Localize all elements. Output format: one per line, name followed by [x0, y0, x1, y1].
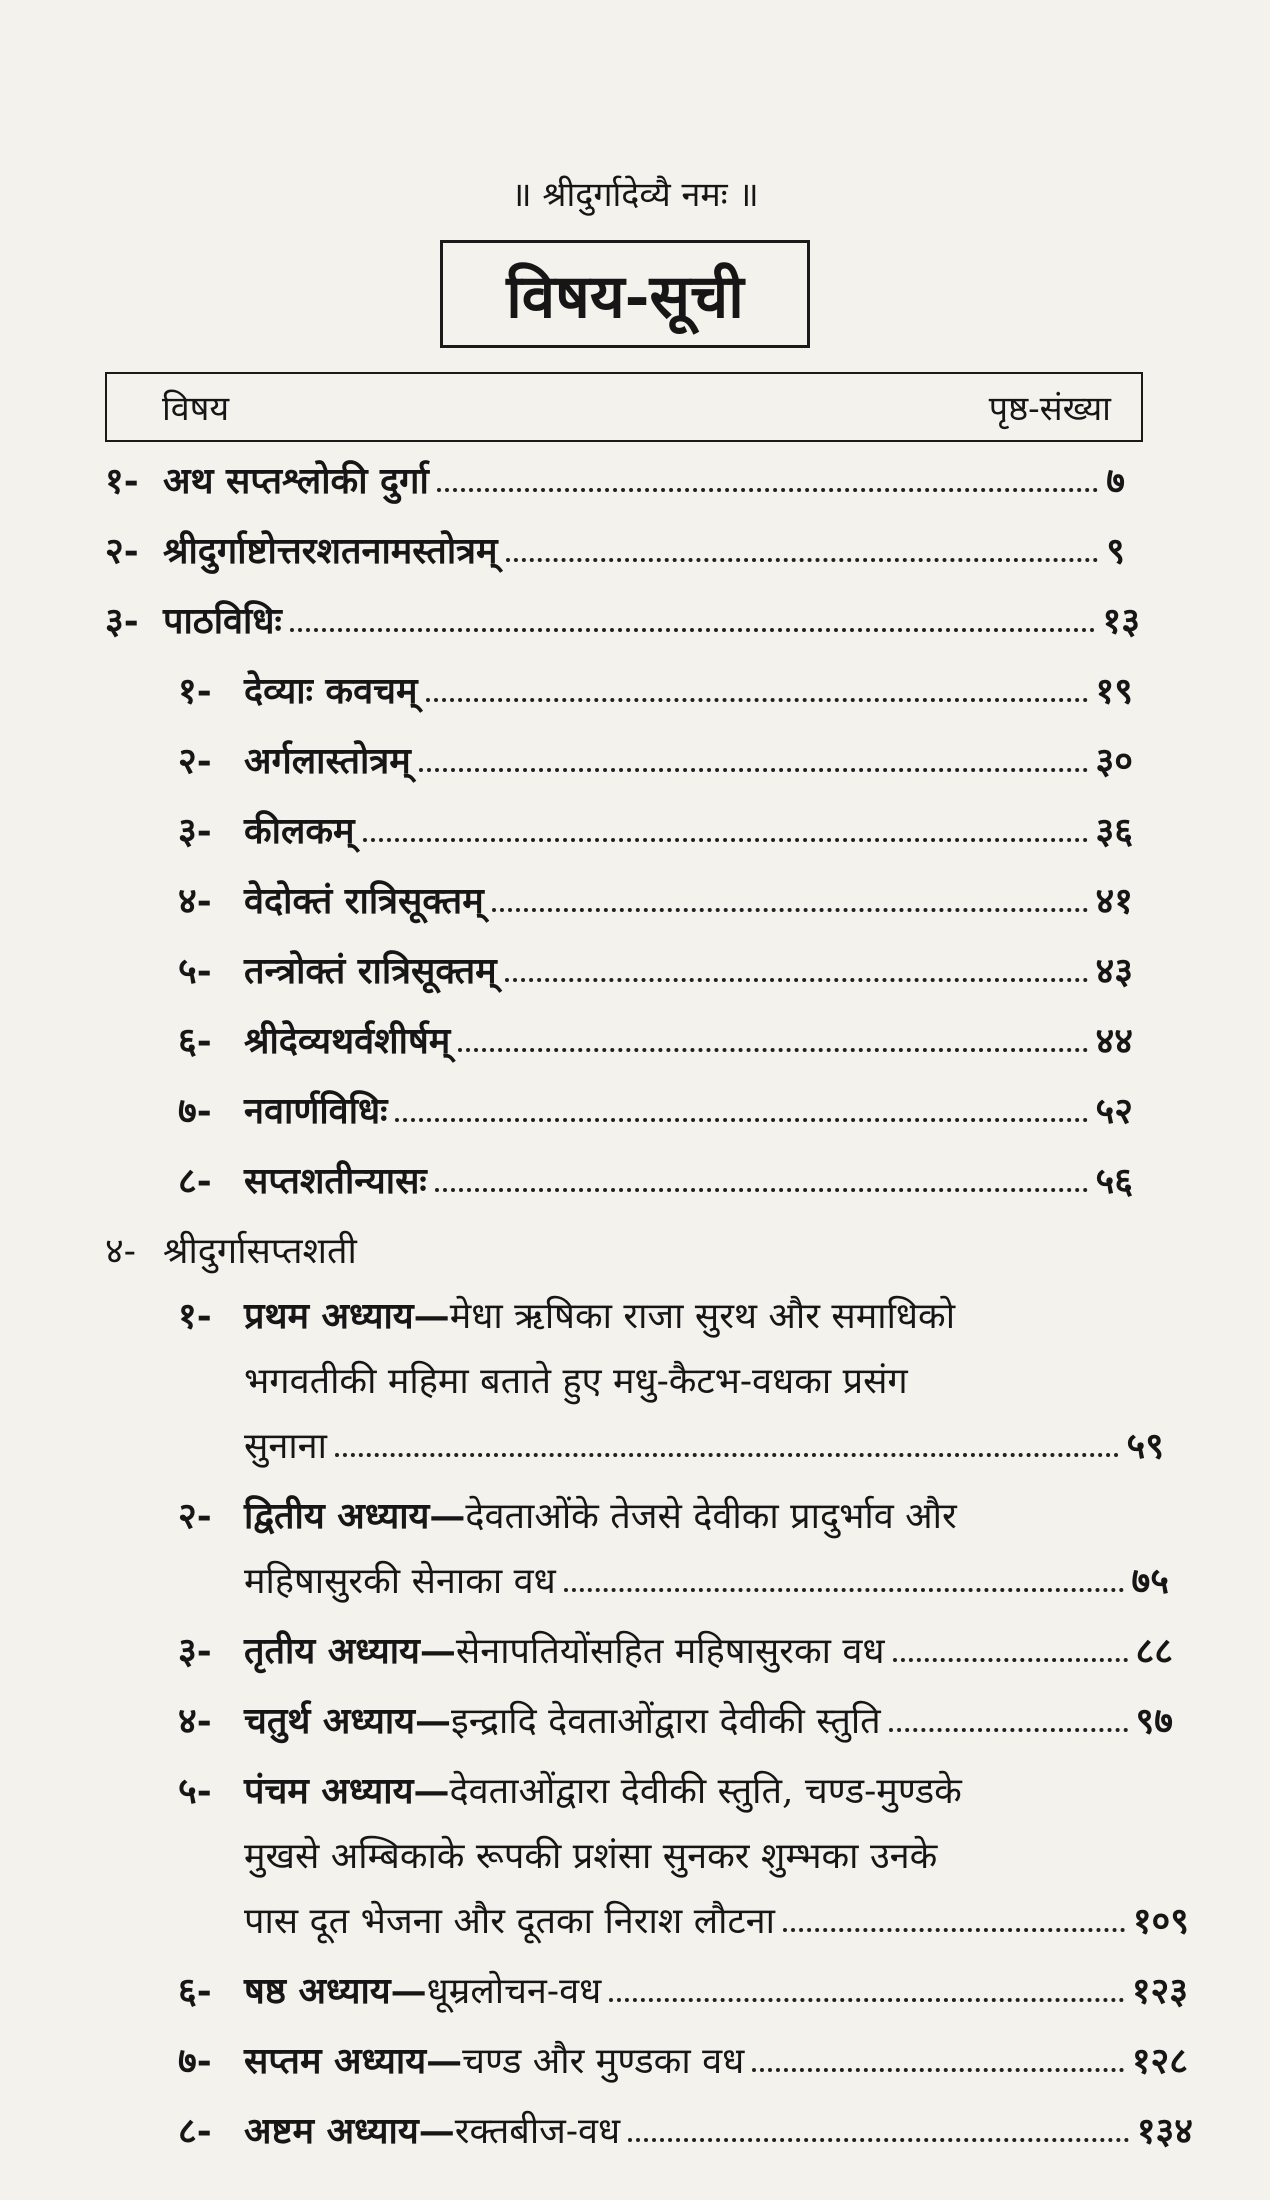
title-box: [440, 240, 810, 348]
entry-title: चतुर्थ अध्याय—: [244, 1700, 452, 1742]
entry-title: पंचम अध्याय—: [244, 1770, 450, 1812]
dot-leader: [419, 768, 1088, 772]
toc-entry: [105, 595, 1140, 644]
toc-chapter-entry: [178, 2035, 1188, 2084]
entry-number: २-: [105, 530, 139, 572]
dot-leader: [609, 1998, 1124, 2002]
entry-title: सप्तशतीन्यासः: [244, 1160, 427, 1202]
entry-desc-line1: सेनापतियोंसहित महिषासुरका वध: [455, 1631, 885, 1672]
toc-subentry: [178, 1155, 1133, 1204]
toc-entry: [105, 525, 1125, 574]
entry-page: ४१: [1095, 880, 1133, 922]
entry-number: ८-: [178, 1160, 212, 1202]
dot-leader: [290, 628, 1095, 632]
entry-desc-line3: सुनाना: [244, 1426, 327, 1467]
entry-desc-line1: रक्तबीज-वध: [454, 2111, 621, 2152]
toc-chapter-continuation: [244, 1355, 1124, 1404]
entry-page: १३: [1102, 600, 1140, 642]
entry-number: ३-: [178, 1630, 212, 1672]
toc-chapter-continuation: [244, 1830, 1144, 1879]
entry-title: तन्त्रोक्तं रात्रिसूक्तम्: [244, 950, 497, 992]
dot-leader: [752, 2068, 1124, 2072]
entry-desc-line2: महिषासुरकी सेनाका वध: [244, 1561, 556, 1602]
toc-subentry: [178, 1015, 1133, 1064]
toc-subentry: [178, 805, 1133, 854]
entry-number: ४-: [178, 880, 212, 922]
entry-title: द्वितीय अध्याय—: [244, 1495, 466, 1537]
entry-page: ५९: [1126, 1425, 1164, 1467]
entry-desc-line1: देवताओंद्वारा देवीकी स्तुति, चण्ड-मुण्डके: [449, 1771, 962, 1812]
entry-title: प्रथम अध्याय—: [244, 1295, 450, 1337]
dot-leader: [437, 488, 1099, 492]
toc-subentry: [178, 875, 1133, 924]
entry-page: १०९: [1132, 1900, 1189, 1942]
dot-leader: [628, 2138, 1129, 2142]
toc-subentry: [178, 735, 1133, 784]
entry-number: ४-: [178, 1700, 212, 1742]
entry-number: ४-: [105, 1231, 136, 1272]
entry-number: ६-: [178, 1970, 212, 2012]
entry-number: ८-: [178, 2110, 212, 2152]
entry-title: नवार्णविधिः: [244, 1090, 388, 1132]
dot-leader: [564, 1588, 1124, 1592]
entry-number: ७-: [178, 1090, 212, 1132]
header-page-count: पृष्ठ-संख्या: [988, 389, 1111, 429]
entry-page: ४३: [1095, 950, 1133, 992]
toc-chapter-entry: [178, 1490, 1178, 1539]
toc-chapter-continuation: [244, 1895, 1189, 1944]
entry-page: ५६: [1095, 1160, 1133, 1202]
toc-chapter-entry: [178, 1965, 1188, 2014]
entry-number: २-: [178, 740, 212, 782]
dot-leader: [505, 978, 1088, 982]
entry-title: अर्गलास्तोत्रम्: [244, 740, 411, 782]
entry-desc-line1: चण्ड और मुण्डका वध: [462, 2041, 745, 2082]
dot-leader: [426, 698, 1088, 702]
dot-leader: [458, 1048, 1087, 1052]
dot-leader: [889, 1728, 1128, 1732]
entry-page: ७: [1106, 460, 1125, 502]
toc-subentry: [178, 945, 1133, 994]
entry-desc-line3: पास दूत भेजना और दूतका निराश लौटना: [244, 1901, 775, 1942]
dot-leader: [492, 908, 1088, 912]
entry-number: ६-: [178, 1020, 212, 1062]
entry-number: १-: [178, 1295, 212, 1337]
toc-subentry: [178, 665, 1133, 714]
entry-number: ५-: [178, 950, 212, 992]
entry-page: ५२: [1095, 1090, 1133, 1132]
entry-title: सप्तम अध्याय—: [244, 2040, 463, 2082]
dot-leader: [893, 1658, 1128, 1662]
entry-number: ७-: [178, 2040, 212, 2082]
dot-leader: [506, 558, 1099, 562]
dot-leader: [783, 1928, 1125, 1932]
entry-desc-line1: धूम्रलोचन-वध: [426, 1971, 602, 2012]
entry-number: १-: [178, 670, 212, 712]
entry-title: श्रीदेव्यथर्वशीर्षम्: [244, 1020, 451, 1062]
dot-leader: [335, 1453, 1119, 1457]
invocation-line: ॥ श्रीदुर्गादेव्यै नमः ॥: [511, 175, 759, 215]
entry-title: पाठविधिः: [163, 600, 282, 642]
entry-page: ९: [1106, 530, 1125, 572]
dot-leader: [395, 1118, 1087, 1122]
toc-header: [105, 372, 1143, 442]
entry-number: २-: [178, 1495, 212, 1537]
entry-page: ९७: [1135, 1700, 1173, 1742]
entry-number: १-: [105, 460, 139, 502]
entry-title: श्रीदुर्गाष्टोत्तरशतनामस्तोत्रम्: [163, 530, 498, 572]
entry-page: ८८: [1135, 1630, 1173, 1672]
entry-page: १२३: [1131, 1970, 1188, 2012]
entry-desc-line1: मेधा ऋषिका राजा सुरथ और समाधिको: [449, 1296, 956, 1337]
toc-chapter-continuation: [244, 1555, 1169, 1604]
entry-desc-line2: मुखसे अम्बिकाके रूपकी प्रशंसा सुनकर शुम्भका उनके: [244, 1836, 938, 1877]
toc-chapter-entry: [178, 1625, 1173, 1674]
entry-title: अष्टम अध्याय—: [244, 2110, 455, 2152]
entry-title: श्रीदुर्गासप्तशती: [163, 1231, 357, 1272]
toc-chapter-entry: [178, 2105, 1193, 2154]
toc-chapter-entry: [178, 1695, 1173, 1744]
entry-number: ३-: [178, 810, 212, 852]
toc-entry: [105, 455, 1125, 504]
toc-entry: [105, 1225, 1005, 1274]
entry-title: तृतीय अध्याय—: [244, 1630, 456, 1672]
entry-page: ३०: [1095, 740, 1133, 782]
entry-title: देव्याः कवचम्: [244, 670, 418, 712]
entry-number: ५-: [178, 1770, 212, 1812]
toc-subentry: [178, 1085, 1133, 1134]
entry-page: ७५: [1131, 1560, 1169, 1602]
entry-page: ३६: [1095, 810, 1133, 852]
entry-desc-line1: इन्द्रादि देवताओंद्वारा देवीकी स्तुति: [451, 1701, 881, 1742]
dot-leader: [435, 1188, 1088, 1192]
dot-leader: [363, 838, 1088, 842]
entry-page: ४४: [1095, 1020, 1133, 1062]
entry-page: १३४: [1136, 2110, 1193, 2152]
entry-title: कीलकम्: [244, 810, 355, 852]
page-title: विषय-सूची: [506, 262, 744, 332]
header-subject: विषय: [162, 389, 230, 429]
toc-chapter-entry: [178, 1765, 1138, 1814]
entry-title: अथ सप्तश्लोकी दुर्गा: [163, 460, 429, 502]
entry-title: वेदोक्तं रात्रिसूक्तम्: [244, 880, 484, 922]
toc-chapter-entry: [178, 1290, 1128, 1339]
toc-chapter-continuation: [244, 1420, 1164, 1469]
entry-desc-line2: भगवतीकी महिमा बताते हुए मधु-कैटभ-वधका प्रसंग: [244, 1361, 908, 1402]
entry-desc-line1: देवताओंके तेजसे देवीका प्रादुर्भाव और: [465, 1496, 957, 1537]
entry-number: ३-: [105, 600, 139, 642]
entry-page: १२८: [1131, 2040, 1188, 2082]
entry-page: १९: [1095, 670, 1133, 712]
entry-title: षष्ठ अध्याय—: [244, 1970, 427, 2012]
